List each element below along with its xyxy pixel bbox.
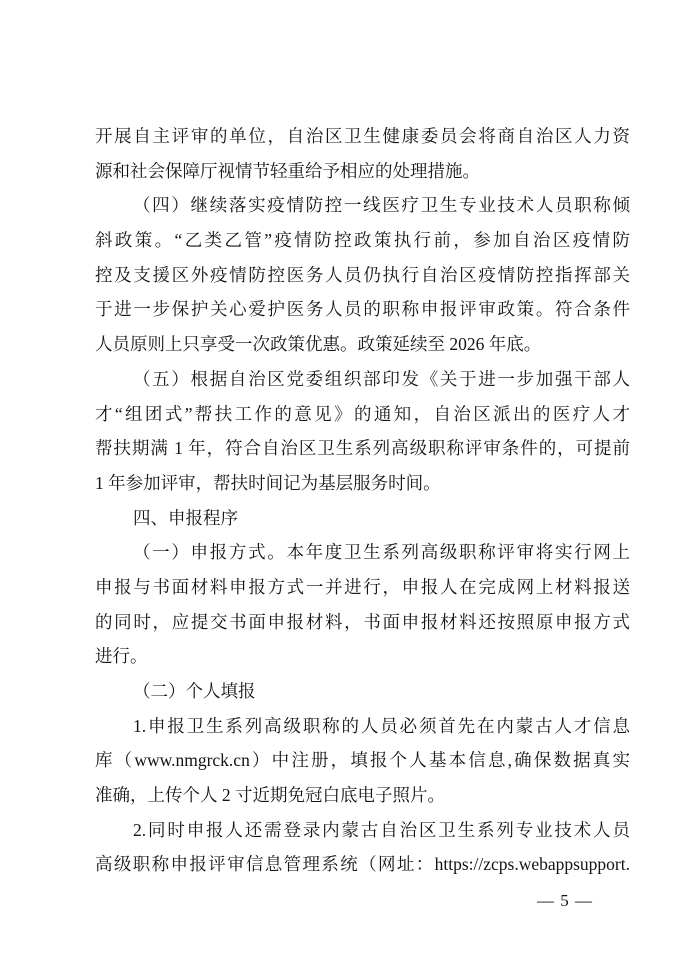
paragraph (95, 535, 630, 674)
text-line: （五）根据自治区党委组织部印发《关于进一步加强干部人 (133, 368, 630, 389)
text-line: 控及支援区外疫情防控医务人员仍执行自治区疫情防控指挥部关 (95, 264, 630, 285)
text-line: 1 年参加评审，帮扶时间记为基层服务时间。 (95, 472, 441, 493)
paragraph (95, 813, 630, 882)
text-line: 帮扶期满 1 年，符合自治区卫生系列高级职称评审条件的，可提前 (95, 438, 630, 459)
text-line: （四）继续落实疫情防控一线医疗卫生专业技术人员职称倾 (133, 195, 630, 216)
text-line: 准确，上传个人 2 寸近期免冠白底电子照片。 (95, 785, 445, 806)
text-line: 才“组团式”帮扶工作的意见》的通知，自治区派出的医疗人才 (95, 403, 630, 424)
text-line: 2.同时申报人还需登录内蒙古自治区卫生系列专业技术人员 (133, 819, 630, 840)
text-line: 申报与书面材料申报方式一并进行，申报人在完成网上材料报送 (95, 576, 630, 597)
text-line: 高级职称申报评审信息管理系统（网址：https://zcps.webappsupport. (95, 854, 630, 875)
text-line: 斜政策。“乙类乙管”疫情防控政策执行前，参加自治区疫情防 (95, 230, 630, 251)
text-line: （二）个人填报 (133, 681, 256, 701)
text-line: 1.申报卫生系列高级职称的人员必须首先在内蒙古人才信息 (133, 715, 630, 736)
text-line: 进行。 (95, 646, 148, 667)
paragraph (95, 188, 630, 361)
paragraph (95, 501, 630, 536)
text-line: 于进一步保护关心爱护医务人员的职称申报评审政策。符合条件 (95, 299, 630, 320)
paragraph (95, 674, 630, 709)
paragraph (95, 119, 630, 188)
text-line: 的同时，应提交书面申报材料，书面申报材料还按照原申报方式 (95, 611, 630, 632)
paragraph (95, 709, 630, 813)
page-number: — 5 — (537, 891, 593, 910)
text-line: （一）申报方式。本年度卫生系列高级职称评审将实行网上 (133, 542, 630, 563)
text-line: 四、申报程序 (133, 507, 238, 528)
text-line: 人员原则上只享受一次政策优惠。政策延续至 2026 年底。 (95, 334, 542, 355)
text-line: 源和社会保障厅视情节轻重给予相应的处理措施。 (95, 160, 480, 181)
text-line: 开展自主评审的单位，自治区卫生健康委员会将商自治区人力资 (95, 126, 630, 146)
document-content (95, 119, 630, 882)
text-line: 库（www.nmgrck.cn）中注册，填报个人基本信息,确保数据真实 (95, 750, 630, 771)
paragraph (95, 362, 630, 501)
